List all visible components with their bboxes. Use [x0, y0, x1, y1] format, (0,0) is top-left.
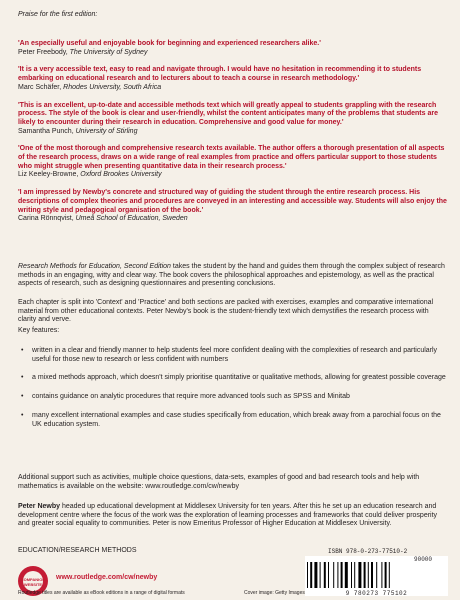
key-features-title: Key features: — [18, 327, 60, 334]
barcode-bar — [368, 562, 369, 588]
ebook-note: Routledge titles are available as eBook editions in a range of digital formats — [18, 590, 185, 596]
quote — [18, 102, 448, 137]
quote — [18, 189, 448, 224]
quote-author: Marc Schäfer, — [18, 83, 62, 91]
quote — [18, 66, 448, 92]
barcode-bar — [320, 562, 321, 588]
quote — [18, 145, 448, 180]
barcode-bar — [389, 562, 390, 588]
quote-author: Liz Keeley-Browne, — [18, 171, 79, 179]
feature-text: contains guidance on analytic procedures that require more advanced tools such as SPSS and Minitab — [32, 393, 350, 401]
barcode-bar — [310, 562, 312, 588]
list-item — [18, 412, 448, 429]
barcode-bar — [371, 562, 373, 588]
barcode-bar — [307, 562, 308, 588]
quote-affiliation: University of Stirling — [75, 127, 138, 135]
barcode-bar — [333, 562, 334, 588]
quote-attribution — [18, 128, 448, 137]
barcode-bar — [345, 562, 348, 588]
barcode-bar — [358, 562, 361, 588]
subject-category: EDUCATION/RESEARCH METHODS — [18, 547, 137, 554]
quote-affiliation: Umeå School of Education, Sweden — [75, 215, 188, 223]
chapter-structure-paragraph: Each chapter is split into 'Context' and 'Practice' and both sections are packed with exercises, examples and comparative international material from other educational contexts. Peter Newby's book is the student-friendly text which demystifies the research process with clarity and verve. — [18, 299, 434, 324]
quote-text: 'It is a very accessible text, easy to read and navigate through. I would have no hesitation in recommending it to students embarking on educational research and to lecturers about to teach a course in research methodology.' — [18, 66, 422, 83]
quote-attribution — [18, 215, 448, 224]
author-name: Peter Newby — [18, 503, 61, 510]
companion-website-link[interactable]: www.routledge.com/cw/newby — [56, 574, 158, 581]
companion-badge-text: COMPANION WEBSITE — [20, 577, 46, 587]
quote-affiliation: Rhodes University, South Africa — [63, 83, 162, 91]
quote-affiliation: Oxford Brookes University — [80, 171, 162, 179]
bullet-icon: • — [21, 411, 24, 419]
quote-affiliation: The University of Sydney — [69, 48, 148, 56]
list-item — [18, 374, 448, 383]
quote-attribution — [18, 84, 448, 93]
quote-author: Peter Freebody, — [18, 48, 68, 56]
barcode-bar — [337, 562, 338, 588]
list-item — [18, 347, 448, 364]
quote-attribution — [18, 49, 448, 58]
barcode-bar — [314, 562, 317, 588]
barcode-bar — [381, 562, 382, 588]
quote-author: Samantha Punch, — [18, 127, 74, 135]
price-code: 90000 — [414, 556, 433, 563]
barcode-bar — [341, 562, 343, 588]
quotes-list — [18, 40, 448, 233]
key-features-list — [18, 347, 448, 439]
barcode-bar — [376, 562, 377, 588]
feature-text: a mixed methods approach, which doesn't simply prioritise quantitative or qualitative methods, allowing for greatest possible coverage — [32, 374, 446, 382]
cover-image-credit: Cover image: Getty Images — [244, 590, 305, 596]
barcode-bar — [385, 562, 387, 588]
quote — [18, 40, 448, 57]
author-bio — [18, 503, 448, 529]
barcode-icon — [305, 562, 409, 588]
barcode-bar — [328, 562, 329, 588]
barcode-bar — [354, 562, 355, 588]
barcode-bar — [351, 562, 352, 588]
quote-author: Carina Rönnqvist, — [18, 215, 74, 223]
feature-text: many excellent international examples and case studies specifically from education, which break away from a parochial focus on the UK education system. — [32, 411, 441, 428]
barcode-bar — [364, 562, 366, 588]
bullet-icon: • — [21, 347, 24, 354]
quote-text: 'An especially useful and enjoyable book for beginning and experienced researchers alike.' — [18, 40, 321, 47]
quote-text: 'This is an excellent, up-to-date and accessible methods text which will greatly appeal to students grappling with the research process. The style of the book is clear and user-friendly, whilst the content anticipates many of the problems that students are likely to encounter during their research in education. Comprehensive and good value for money.' — [18, 101, 438, 126]
intro-paragraph-text: takes the student by the hand and guides them through the complex subject of research methods in an engaging, witty and clear way. The book covers the philosophical approaches and epistemology, as well as the practical aspects of research, such as designing questionnaires and presenting conclusions. — [18, 263, 445, 288]
support-paragraph: Additional support such as activities, multiple choice questions, data-sets, examples of good and bad research tools and help with mathematics is available on the website: www.routledge.com/cw/newby — [18, 474, 420, 490]
quote-text: 'One of the most thorough and comprehensive research texts available. The author offers a thorough presentation of all aspects of the research process, draws on a wide range of real examples from practice and offers particular support to those students who might struggle when presenting quantitative data in their research process.' — [18, 145, 445, 170]
isbn: ISBN 978-0-273-77510-2 — [328, 548, 408, 555]
praise-heading: Praise for the first edition: — [18, 11, 98, 18]
quote-text: 'I am impressed by Newby's concrete and structured way of guiding the student through the entire research process. His descriptions of complex theories and procedures are conveyed in an interesting and accessible way. Students will also enjoy the writing style and pedagogical organisation of the book.' — [18, 189, 447, 214]
barcode-number: 9 780273 775102 — [345, 590, 408, 597]
intro-paragraph — [18, 263, 448, 289]
bullet-icon: • — [21, 393, 24, 401]
barcode-bar — [324, 562, 326, 588]
author-bio-text: headed up educational development at Middlesex University for ten years. After this he set up an education research and development centre where the focus of the work was the exploration of learning processes and frameworks that could deliver prosperity and greater social equality to communities. Peter is now Emeritus Professor of Higher Education at Middlesex University. — [18, 503, 438, 528]
feature-text: written in a clear and friendly manner to help students feel more confident dealing with the complexities of research and particularly useful for those new to research or less confident with numbers — [32, 347, 438, 363]
book-title-italic: Research Methods for Education, Second Edition — [18, 263, 171, 270]
bullet-icon: • — [21, 374, 24, 382]
quote-attribution — [18, 171, 448, 180]
list-item — [18, 393, 448, 402]
